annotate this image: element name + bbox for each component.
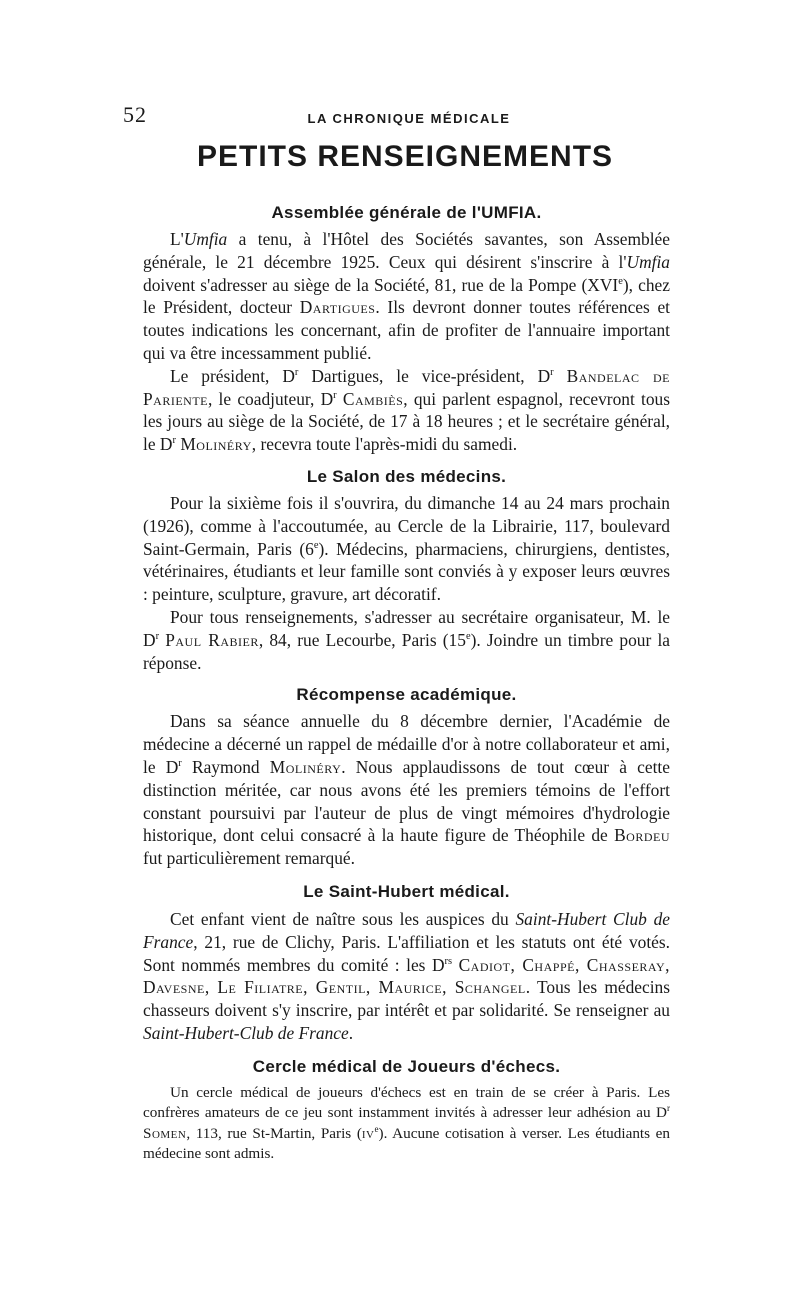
section-heading-recompense: Récompense académique. bbox=[296, 685, 517, 705]
paragraph: Cet enfant vient de naître sous les auspices du Saint-Hubert Club de France, 21, rue de Clichy, Paris. L'affiliation et les statuts ont été votés. Sont nommés membres du comité : les $D^{rs}$ Cadiot, Chappé, Chasseray, Davesne, Le Filiatre, Gentil, Maurice, Schangel. Tous les médecins chasseurs doivent s'y inscrire, par intérêt et par solidarité. Se renseigner au Saint-Hubert-Club de France. bbox=[143, 908, 670, 1043]
article-body bbox=[143, 196, 670, 1165]
running-head: LA CHRONIQUE MÉDICALE bbox=[307, 111, 511, 126]
section-heading-echecs: Cercle médical de Joueurs d'échecs. bbox=[252, 1056, 561, 1076]
paragraph: L'Umfia a tenu, à l'Hôtel des Sociétés savantes, son Assemblée générale, le 21 décembre 1925. Ceux qui désirent s'inscrire à l'Umfia doivent s'adresser au siège de la Société, 81, rue de la Pompe (XVIe), chez le Président, docteur Dartigues. Ils devront donner toutes références et toutes indications les concernant, afin de profiter de l'annuaire important qui va être incessamment publié. bbox=[143, 229, 670, 363]
paragraph: Le président, $D^r$ Dartigues, le vice-président, $D^r$ Bandelac de Pariente, le coadjuteur, $D^r$ Cambiès, qui parlent espagnol, recevront tous les jours au siège de la Société, de 17 à 18 heures ; et le secrétaire général, le $D^r$ Molinéry, recevra toute l'après-midi du samedi. bbox=[143, 365, 671, 455]
page-title: PETITS RENSEIGNEMENTS bbox=[196, 140, 614, 173]
paragraph: Pour la sixième fois il s'ouvrira, du dimanche 14 au 24 mars prochain (1926), comme à l'accoutumée, au Cercle de la Librairie, 117, boulevard Saint-Germain, Paris (6e). Médecins, pharmaciens, chirurgiens, dentistes, vétérinaires, étudiants et leur famille sont conviés à y exposer leurs œuvres : peinture, sculpture, gravure, art décoratif. bbox=[143, 492, 670, 605]
paragraph: Dans sa séance annuelle du 8 décembre dernier, l'Académie de médecine a décerné un rappel de médaille d'or à notre collaborateur et ami, le $D^r$ Raymond Molinéry. Nous applaudissons de tout cœur à cette distinction méritée, car nous avons été les premiers témoins de l'effort constant poursuivi par l'auteur de plus de vingt mémoires d'hydrologie historique, dont celui consacré à la haute figure de Théophile de Bordeu fut particulièrement remarqué. bbox=[143, 711, 670, 869]
paragraph: Pour tous renseignements, s'adresser au secrétaire organisateur, M. le $D^r$ Paul Rabier, 84, rue Lecourbe, Paris (15e). Joindre un timbre pour la réponse. bbox=[143, 606, 670, 673]
section-heading-salon: Le Salon des médecins. bbox=[306, 466, 507, 486]
paragraph: Un cercle médical de joueurs d'échecs est en train de se créer à Paris. Les confrères amateurs de ce jeu sont instamment invités à adresser leur adhésion au $D^r$ Somen, 113, rue St-Martin, Paris $(iv^e)$. Aucune cotisation à verser. Les étudiants en médecine sont admis. bbox=[143, 1083, 670, 1163]
page-number: 52 bbox=[123, 102, 147, 127]
section-heading-umfia: Assemblée générale de l'UMFIA. bbox=[271, 203, 542, 222]
section-heading-saint-hubert: Le Saint-Hubert médical. bbox=[303, 881, 510, 901]
